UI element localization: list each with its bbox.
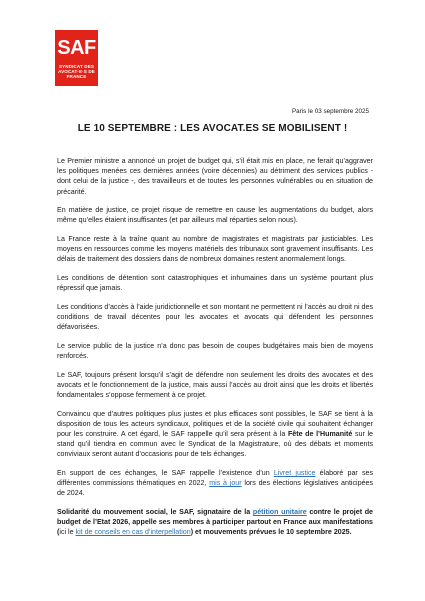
paragraph-9 (57, 468, 373, 499)
mis-a-jour-link[interactable]: mis à jour (209, 479, 242, 488)
saf-logo (55, 30, 98, 86)
closing-text-a: Solidarité du mouvement social, le SAF, signataire de la (57, 508, 253, 516)
logo-main-text: SAF (57, 37, 96, 59)
paragraph-8 (57, 409, 373, 460)
document-body (57, 156, 373, 546)
logo-subtitle-line1: SYNDICAT DES (58, 64, 95, 69)
paragraph-9-text-b: élaboré par ses différentes commissions thématiques en 2022, (57, 469, 373, 488)
paragraph-9-text-a: En support de ces échanges, le SAF rappelle l’existence d’un (57, 469, 274, 477)
closing-text-d: ) et mouvements prévues le 10 septembre 2025. (190, 528, 352, 537)
closing-text-c: ici le (59, 528, 76, 537)
fete-humanite-text: Fête de l’Humanité (287, 430, 353, 438)
petition-unitaire-link[interactable]: pétition unitaire (252, 508, 307, 516)
paragraph-2: En matière de justice, ce projet risque de remettre en cause les augmentations du budget, alors même qu’elles étaient insuffisantes (et par ailleurs mal réparties selon nous). (57, 206, 373, 225)
livret-justice-link[interactable]: Livret justice (273, 469, 316, 477)
paragraph-5: Les conditions d’accès à l’aide juridictionnelle et son montant ne permettent ni l’accès au droit ni des conditions de travail décentes pour les avocates et avocats qui défendent les personnes défavorisées. (57, 302, 373, 332)
closing-paragraph (57, 507, 373, 538)
paragraph-1: Le Premier ministre a annoncé un projet de budget qui, s’il était mis en place, ne ferait qu’aggraver les politiques menées ces dernières années (voire décennies) au détriment des services publics - dont celui de la justice -, des travailleurs et de toutes les personnes vulnérables ou en situation de précarité. (57, 157, 373, 196)
closing-text-b: contre le projet de budget de l’Etat 2026, appelle ses membres à participer partout en France aux manifestations ( (57, 508, 374, 537)
paragraph-6: Le service public de la justice n’a donc pas besoin de coupes budgétaires mais bien de moyens renforcés. (57, 341, 373, 360)
logo-subtitle (55, 64, 98, 79)
paragraph-8-text-a: Convaincu que d’autres politiques plus justes et plus efficaces sont possibles, le SAF se tient à la disposition de tous les acteurs syndicaux, politiques et de la société civile qui souhaitent échanger pour les construire. A cet égard, le SAF rappelle qu’il sera présent à la (57, 409, 373, 438)
kit-conseils-link[interactable]: kit de conseils en cas d’interpellation (75, 528, 191, 537)
logo-subtitle-line2: AVOCAT·E·S DE FRANCE (58, 69, 95, 79)
document-title: LE 10 SEPTEMBRE : LES AVOCAT.ES SE MOBILISENT ! (77, 123, 348, 134)
paragraph-9-text-c: lors des élections législatives anticipées de 2024. (57, 479, 373, 498)
paragraph-4: Les conditions de détention sont catastrophiques et inhumaines dans un système pourtant plus répressif que jamais. (57, 274, 373, 293)
paragraph-7: Le SAF, toujours présent lorsqu’il s’agit de défendre non seulement les droits des avocates et des avocats et le fonctionnement de la justice, mais aussi l’accès au droit ainsi que les droits et libertés fondamentales s’oppose fermement à ce projet. (57, 370, 373, 399)
document-date: Paris le 03 septembre 2025 (291, 108, 369, 115)
paragraph-8-text-b: sur le stand qu’il tiendra en commun avec le Syndicat de la Magistrature, où des débats et moments conviviaux seront autant d’occasions pour de tels échanges. (57, 430, 373, 459)
paragraph-3: La France reste à la traîne quant au nombre de magistrates et magistrats par justiciables. Les moyens en ressources comme les moyens matériels des tribunaux sont gravement insuffisants. Les délais de traitement des dossiers dans de nombreux domaines restent anormalement longs. (57, 235, 373, 264)
